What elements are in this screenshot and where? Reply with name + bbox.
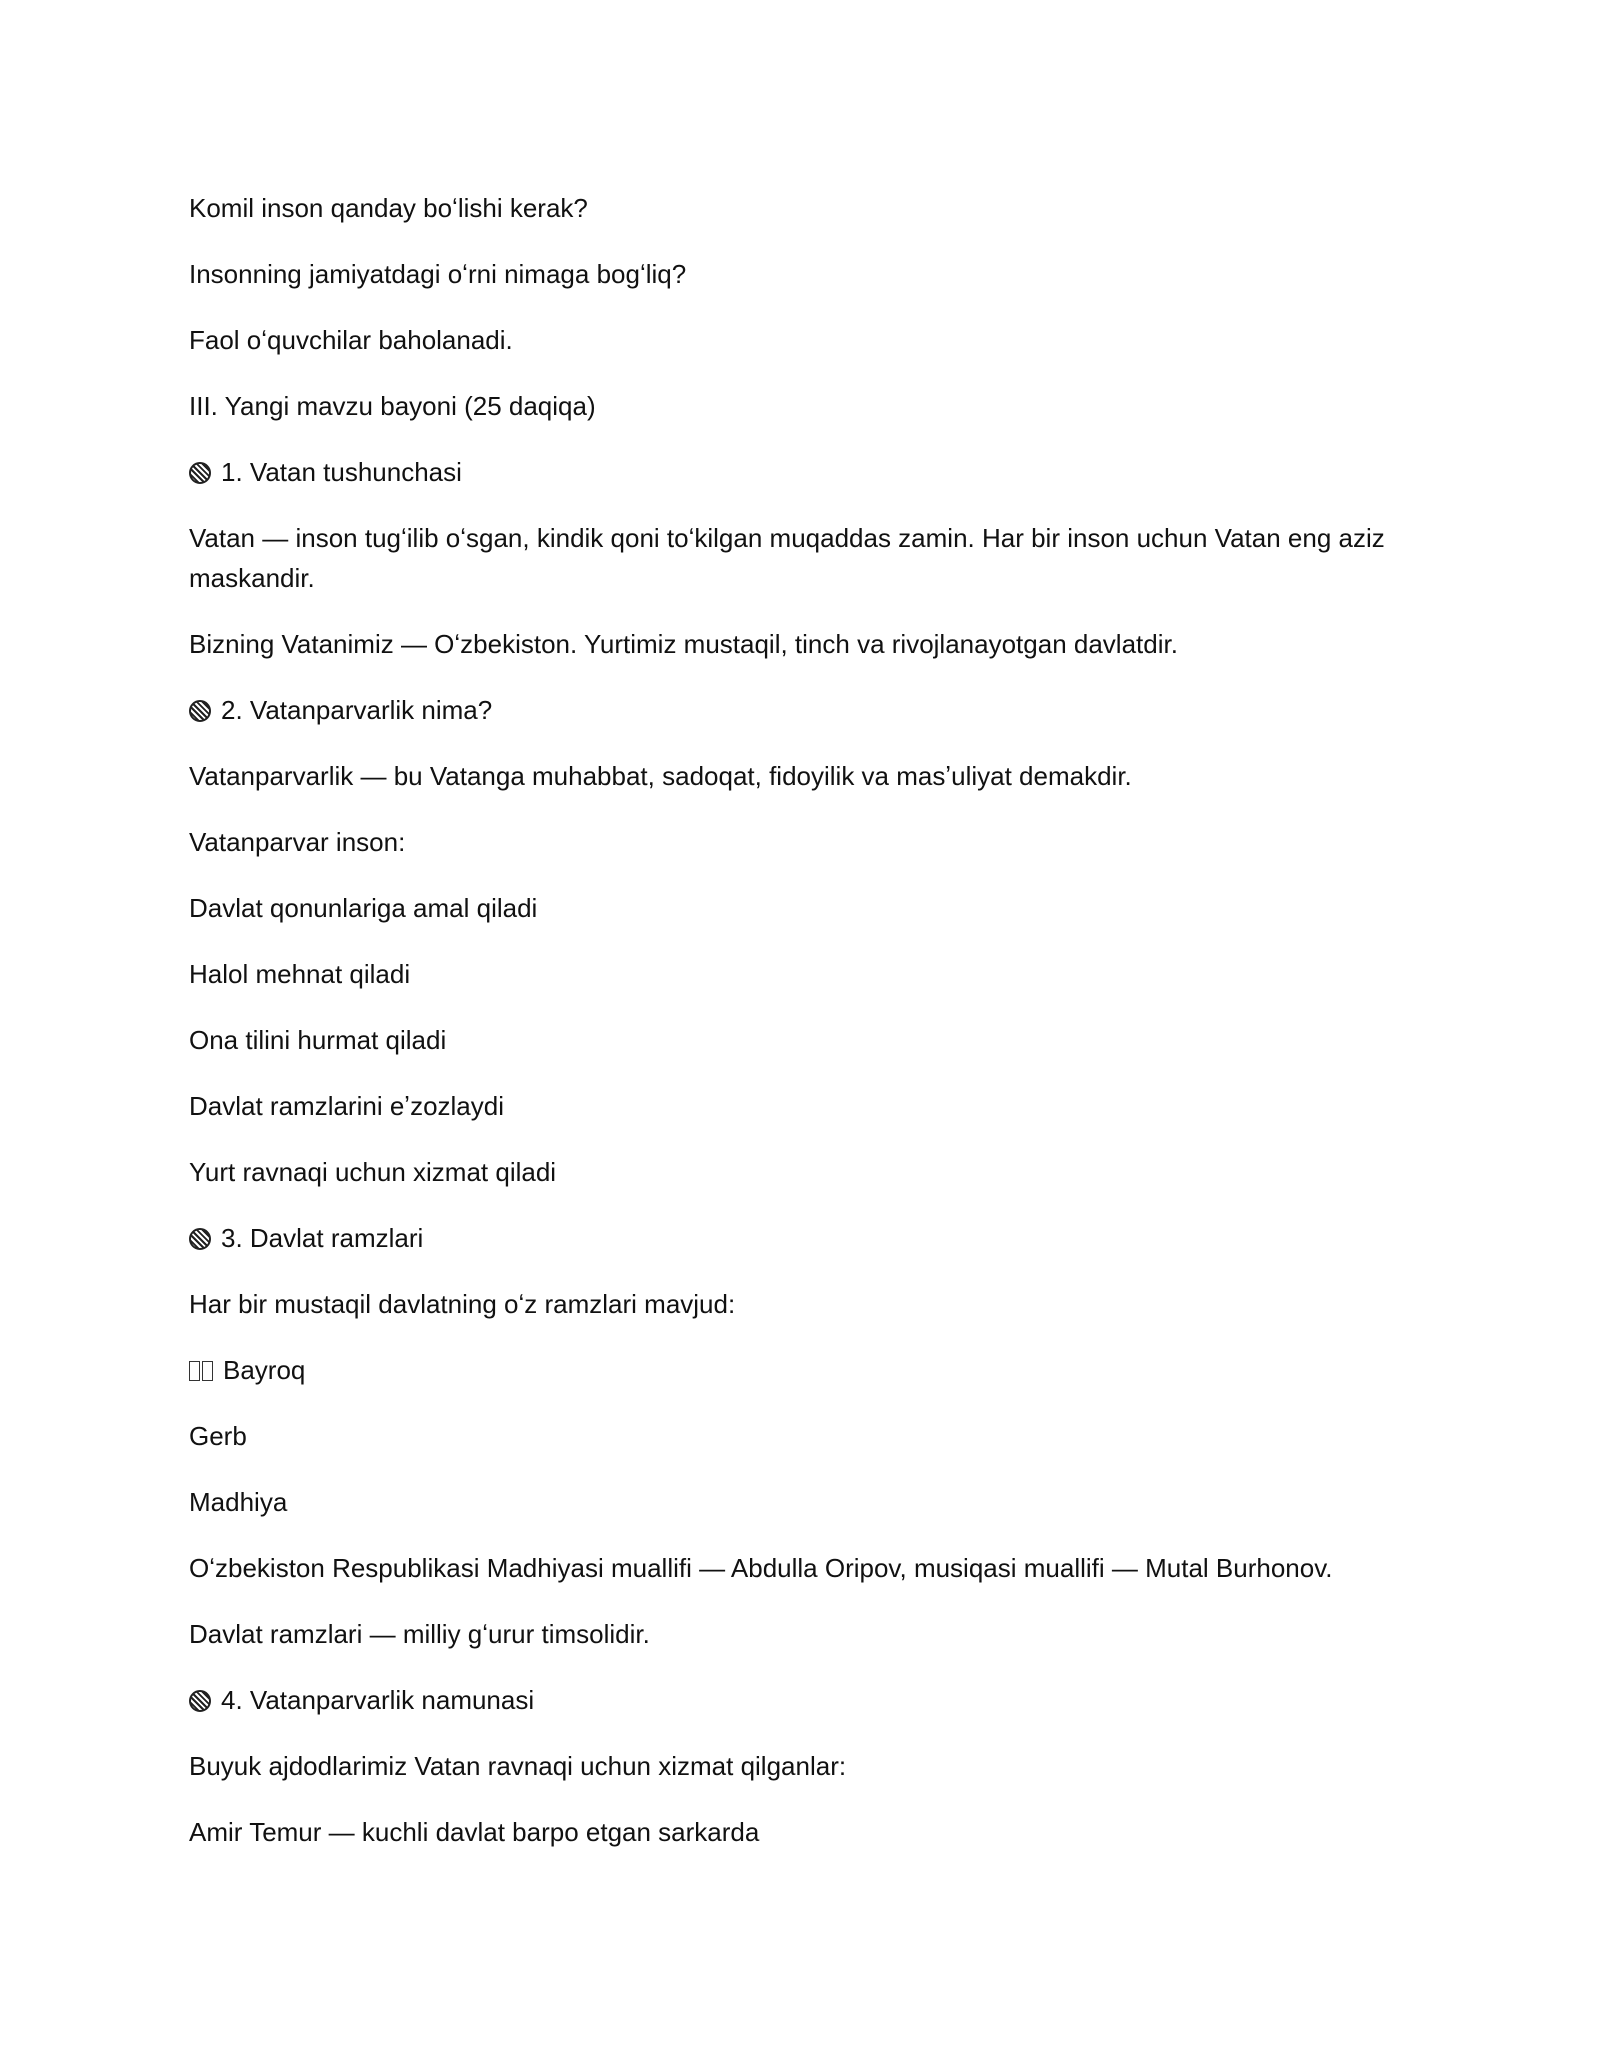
circle-bullet-icon [189, 462, 211, 484]
paragraph: Buyuk ajdodlarimiz Vatan ravnaqi uchun xizmat qilganlar: [189, 1751, 847, 1781]
subheading-text: 3. Davlat ramzlari [221, 1223, 424, 1253]
subheading-text: 4. Vatanparvarlik namunasi [221, 1685, 535, 1715]
list-item: Davlat qonunlariga amal qiladi [189, 893, 538, 923]
circle-bullet-icon [189, 1228, 211, 1250]
paragraph: Vatanparvar inson: [189, 827, 406, 857]
section-title: III. Yangi mavzu bayoni (25 daqiqa) [189, 391, 596, 421]
paragraph: Komil inson qanday boʻlishi kerak? [189, 193, 588, 223]
list-item: Halol mehnat qiladi [189, 959, 411, 989]
paragraph: Vatan — inson tugʻilib oʻsgan, kindik qoni toʻkilgan muqaddas zamin. Har bir inson uchun Vatan eng aziz maskandir. [189, 523, 1385, 593]
paragraph: Har bir mustaqil davlatning oʻz ramzlari mavjud: [189, 1289, 736, 1319]
list-item-text: Bayroq [223, 1355, 306, 1385]
subheading [189, 1218, 1414, 1258]
list-item [189, 1350, 1414, 1390]
list-item: Gerb [189, 1421, 247, 1451]
missing-glyph-flag-icon [189, 1350, 215, 1390]
list-item: Ona tilini hurmat qiladi [189, 1025, 447, 1055]
subheading [189, 452, 1414, 492]
subheading-text: 2. Vatanparvarlik nima? [221, 695, 493, 725]
paragraph: Davlat ramzlari — milliy gʻurur timsolidir. [189, 1619, 650, 1649]
subheading [189, 690, 1414, 730]
paragraph: Insonning jamiyatdagi oʻrni nimaga bogʻliq? [189, 259, 687, 289]
paragraph: Vatanparvarlik — bu Vatanga muhabbat, sadoqat, fidoyilik va masʼuliyat demakdir. [189, 761, 1132, 791]
subheading-text: 1. Vatan tushunchasi [221, 457, 462, 487]
paragraph: Faol oʻquvchilar baholanadi. [189, 325, 513, 355]
list-item: Amir Temur — kuchli davlat barpo etgan sarkarda [189, 1817, 760, 1847]
list-item: Davlat ramzlarini eʼzozlaydi [189, 1091, 504, 1121]
circle-bullet-icon [189, 700, 211, 722]
paragraph: Oʻzbekiston Respublikasi Madhiyasi muallifi — Abdulla Oripov, musiqasi muallifi — Mutal Burhonov. [189, 1553, 1333, 1583]
list-item: Yurt ravnaqi uchun xizmat qiladi [189, 1157, 557, 1187]
paragraph: Bizning Vatanimiz — Oʻzbekiston. Yurtimiz mustaqil, tinch va rivojlanayotgan davlatdir. [189, 629, 1178, 659]
subheading [189, 1680, 1414, 1720]
document-body [189, 188, 1414, 1878]
circle-bullet-icon [189, 1690, 211, 1712]
list-item: Madhiya [189, 1487, 288, 1517]
